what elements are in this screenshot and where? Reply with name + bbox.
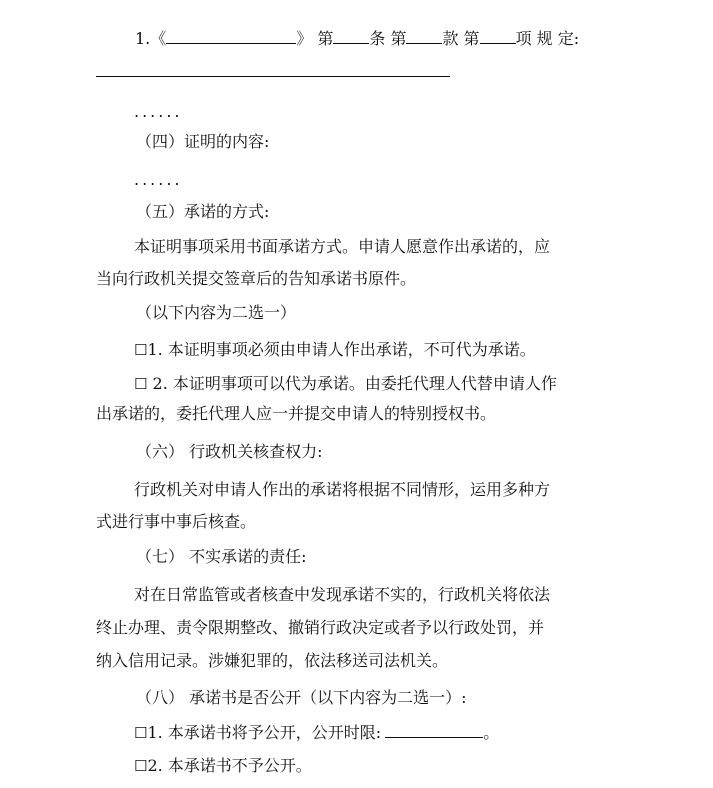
section-5-option-2 (134, 372, 713, 396)
section-5-option-1 (134, 338, 713, 362)
section-6-paragraph-line-1: 行政机关对申请人作出的承诺将根据不同情形，运用多种方 (134, 480, 551, 499)
section-7-paragraph-line-3: 纳入信用记录。涉嫌犯罪的，依法移送司法机关。 (96, 651, 449, 670)
checkbox-icon[interactable]: ☐ (134, 724, 148, 742)
section-5-paragraph-line-2: 当向行政机关提交签章后的告知承诺书原件。 (96, 269, 417, 288)
paragraph-label: 款 第 (442, 29, 480, 48)
option-2-text-line-1: 2. 本证明事项可以代为承诺。由委托代理人代替申请人作 (147, 374, 557, 393)
section-7-paragraph-line-1: 对在日常监管或者核查中发现承诺不实的，行政机关将依法 (134, 585, 551, 604)
item-number: 1.《 (135, 29, 167, 48)
section-8-option-1 (134, 720, 713, 744)
section-6-paragraph-line-2: 式进行事中事后核查。 (96, 512, 257, 531)
article-label: 》 第 (296, 29, 334, 48)
section-8-option-2 (134, 754, 713, 778)
section-5-heading: （五）承诺的方式: (136, 202, 270, 221)
regulation-content-blank[interactable] (96, 76, 450, 77)
item-number-blank[interactable] (480, 26, 516, 44)
checkbox-icon[interactable]: ☐ (134, 757, 148, 775)
checkbox-icon[interactable]: ☐ (134, 341, 148, 359)
ellipsis-1: ...... (134, 102, 183, 121)
option-1-text: 1. 本承诺书将予公开，公开时限: (147, 723, 382, 742)
section-4-heading: （四）证明的内容: (136, 132, 270, 151)
article-number-blank[interactable] (333, 26, 369, 44)
regulation-reference-line (135, 26, 713, 50)
option-1-end: 。 (483, 723, 500, 742)
choose-one-note: （以下内容为二选一） (136, 303, 297, 322)
section-7-paragraph-line-2: 终止办理、责令限期整改、撤销行政决定或者予以行政处罚，并 (96, 618, 545, 637)
disclosure-period-blank[interactable] (385, 720, 483, 738)
section-8-heading: （八） 承诺书是否公开（以下内容为二选一）: (136, 688, 467, 707)
ellipsis-2: ...... (134, 170, 183, 189)
section-5-paragraph-line-1: 本证明事项采用书面承诺方式。申请人愿意作出承诺的，应 (134, 237, 551, 256)
item-label: 项 规 定: (515, 29, 580, 48)
clause-label: 条 第 (369, 29, 407, 48)
law-name-blank[interactable] (166, 26, 296, 44)
option-1-text: 1. 本证明事项必须由申请人作出承诺，不可代为承诺。 (147, 340, 536, 359)
clause-number-blank[interactable] (406, 26, 442, 44)
section-7-heading: （七） 不实承诺的责任: (136, 547, 307, 566)
section-6-heading: （六） 行政机关核查权力: (136, 442, 323, 461)
section-5-option-2-line-2: 出承诺的，委托代理人应一并提交申请人的特别授权书。 (96, 404, 497, 423)
option-2-text: 2. 本承诺书不予公开。 (147, 756, 312, 775)
checkbox-icon[interactable]: ☐ (134, 375, 148, 393)
